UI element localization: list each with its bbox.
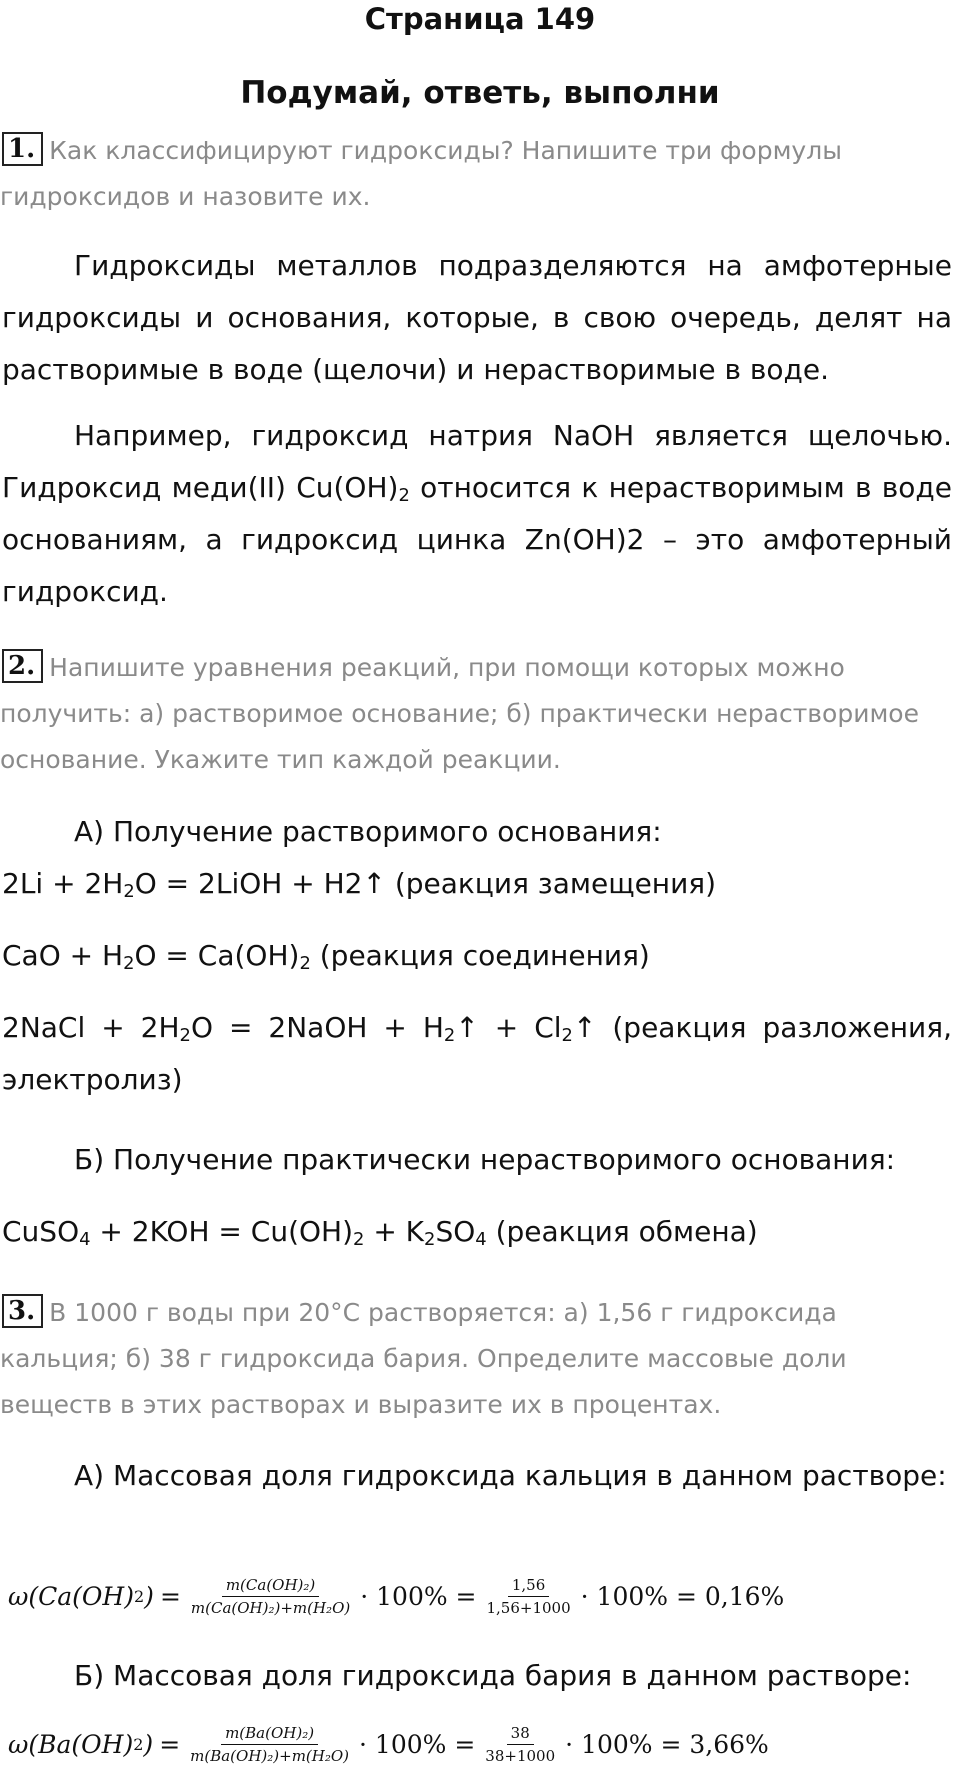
question-2-text: Напишите уравнения реакций, при помощи которых можно получить: а) растворимое основание; б) практически нерастворимое основание. Укажите тип каждой реакции.	[0, 653, 919, 774]
page-title: Страница 149	[364, 2, 596, 36]
answer-1-paragraph-1: Гидроксиды металлов подразделяются на амфотерные гидроксиды и основания, которые, в свою очередь, делят на растворимые в воде (щелочи) и нерастворимые в воде.	[2, 249, 952, 386]
question-3-number: 3.	[2, 1294, 43, 1328]
part-a-mass-fraction-heading: А) Массовая доля гидроксида кальция в данном растворе:	[74, 1459, 947, 1492]
part-b-heading: Б) Получение практически нерастворимого основания:	[74, 1143, 896, 1176]
equation-2: CaO + $H_2O = Ca(OH)_2$ (реакция соединения)	[2, 939, 650, 974]
fraction-values: $\frac{38}{38+1000}$	[485, 1724, 556, 1765]
part-b-mass-fraction-heading: Б) Массовая доля гидроксида бария в данном растворе:	[74, 1659, 912, 1692]
section-title: Подумай, ответь, выполни	[240, 75, 720, 111]
question-2	[0, 645, 950, 783]
equation-4: CuSO$_4$ + $2KOH = Cu(OH)_2 + K_2SO_4$ (реакция обмена)	[2, 1215, 758, 1250]
question-3	[0, 1290, 950, 1428]
fraction-mass-ratio: $\frac{\text{m(Ca(OH)₂)}}{\text{m(Ca(OH)₂)+m(H₂O)}}$	[190, 1576, 351, 1617]
fraction-mass-ratio: $\frac{\text{m(Ba(OH)₂)}}{\text{m(Ba(OH)₂)+m(H₂O)}}$	[190, 1724, 350, 1765]
formula-barium-hydroxide: ω(Ba(OH) 2 ) = $\frac{\text{m(Ba(OH)₂)}}{\text{m(Ba(OH)₂)+m(H₂O)}}$ · 100% = $\frac{38}{38+1000}$ · 100% = 3,66%	[8, 1724, 769, 1765]
question-1-number: 1.	[2, 132, 43, 166]
answer-1-paragraph-2: Например, гидроксид натрия NaOH является щелочью. Гидроксид меди(II) $Cu(OH)_2$ относится к нерастворимым в воде основаниям, а гидроксид цинка Zn(OH)2 – это амфотерный гидроксид.	[2, 419, 952, 608]
question-3-text: В 1000 г воды при 20°C растворяется: а) 1,56 г гидроксида кальция; б) 38 г гидроксида бария. Определите массовые доли веществ в этих растворах и выразите их в процентах.	[0, 1298, 847, 1419]
question-1	[0, 128, 950, 220]
fraction-values: $\frac{1,56}{1,56+1000}$	[486, 1576, 571, 1617]
equation-3: 2NaCl + $2H_2O$ = 2NaOH + $H_2↑$ + $Cl_2↑$ (реакция разложения, электролиз)	[2, 1011, 952, 1096]
formula-calcium-hydroxide: ω(Ca(OH) 2 ) = $\frac{\text{m(Ca(OH)₂)}}{\text{m(Ca(OH)₂)+m(H₂O)}}$ · 100% = $\frac{1,56}{1,56+1000}$ · 100% = 0,16%	[8, 1576, 785, 1617]
question-1-text: Как классифицируют гидроксиды? Напишите три формулы гидроксидов и назовите их.	[0, 136, 842, 211]
equation-1: $2Li + 2H_2O$ = 2LiOH + H2↑ (реакция замещения)	[2, 867, 717, 902]
part-a-heading: А) Получение растворимого основания:	[74, 815, 662, 848]
question-2-number: 2.	[2, 649, 43, 683]
